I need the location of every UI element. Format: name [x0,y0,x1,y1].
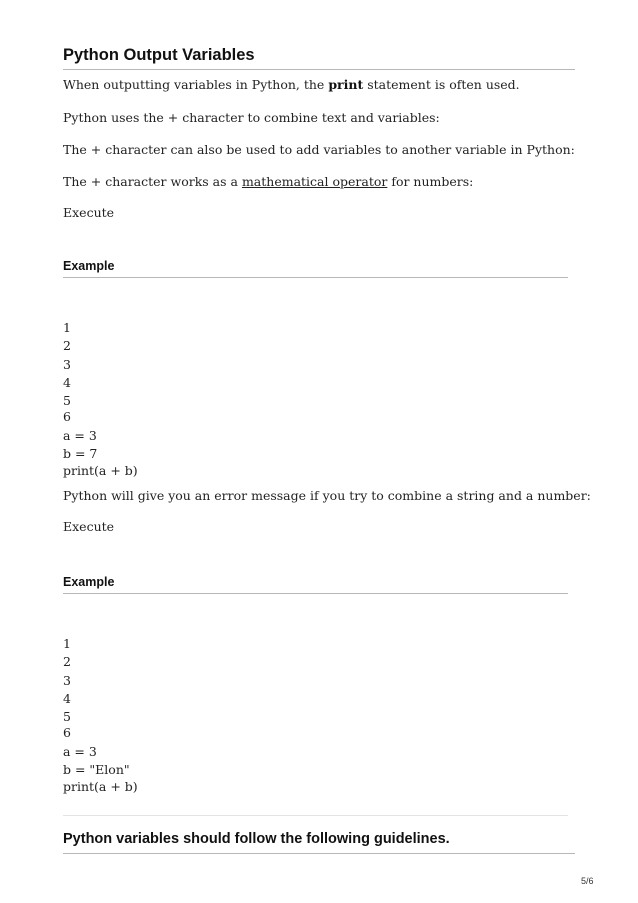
line-number: 5 [63,393,71,408]
print-keyword: print [328,77,364,92]
intro-text: for numbers: [387,174,474,189]
line-number: 5 [63,709,71,724]
line-number: 2 [63,654,71,669]
line-number: 2 [63,338,71,353]
error-note-paragraph: Python will give you an error message if you try to combine a string and a number: [63,488,591,503]
intro-text: The + character works as a [63,174,242,189]
code-line: a = 3 [63,428,97,443]
code-line: a = 3 [63,744,97,759]
intro-text: When outputting variables in Python, the [63,77,329,92]
code-line: print(a + b) [63,463,138,478]
line-number: 3 [63,357,71,372]
code-line: print(a + b) [63,779,138,794]
intro-paragraph-combine: Python uses the + character to combine text and variables: [63,110,440,125]
line-number: 1 [63,320,71,335]
line-number: 6 [63,725,71,740]
line-number: 4 [63,691,71,706]
guidelines-heading: Python variables should follow the following guidelines. [63,829,575,854]
example-heading: Example [63,575,568,594]
intro-paragraph-add: The + character can also be used to add variables to another variable in Python: [63,142,575,157]
execute-link[interactable]: Execute [63,205,115,220]
code-line: b = "Elon" [63,762,130,777]
code-line: b = 7 [63,446,98,461]
line-number: 3 [63,673,71,688]
section-title: Python Output Variables [63,45,575,70]
line-number: 4 [63,375,71,390]
line-number: 1 [63,636,71,651]
page-number: 5/6 [581,876,594,886]
execute-link[interactable]: Execute [63,519,115,534]
intro-text: statement is often used. [363,77,520,92]
example-heading: Example [63,259,568,278]
section-divider [63,815,568,816]
line-number: 6 [63,409,71,424]
intro-paragraph-print [63,77,575,93]
intro-paragraph-operator [63,174,575,190]
mathematical-operator-link[interactable]: mathematical operator [241,174,388,189]
